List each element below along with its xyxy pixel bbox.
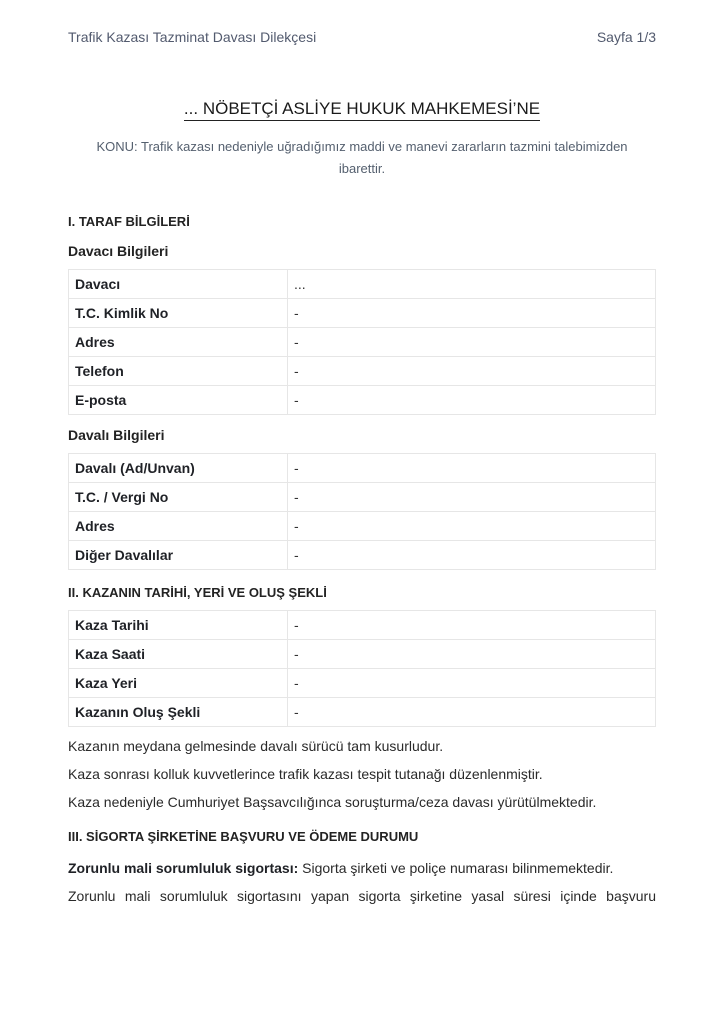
table-row: [69, 698, 656, 727]
section-parties-title: I. TARAF BİLGİLERİ: [68, 214, 190, 229]
row-label: E-posta: [69, 386, 288, 415]
row-label: Kazanın Oluş Şekli: [69, 698, 288, 727]
row-value: -: [288, 328, 656, 357]
paragraph: Kazanın meydana gelmesinde davalı sürücü tam kusurludur.: [68, 738, 444, 754]
court-title: [68, 98, 656, 120]
row-value: -: [288, 357, 656, 386]
plaintiff-info-table: [68, 269, 656, 415]
accident-info-table: [68, 610, 656, 727]
table-row: [69, 386, 656, 415]
page-header: [68, 0, 656, 76]
defendant-info-title: Davalı Bilgileri: [68, 427, 165, 443]
row-label: Kaza Saati: [69, 640, 288, 669]
row-value: -: [288, 541, 656, 570]
paragraph: Kaza nedeniyle Cumhuriyet Başsavcılığınca soruşturma/ceza davası yürütülmektedir.: [68, 794, 597, 810]
row-value: -: [288, 483, 656, 512]
table-row: [69, 328, 656, 357]
row-label: Adres: [69, 512, 288, 541]
insurance-line: [68, 854, 656, 882]
section-insurance-title: III. SİGORTA ŞİRKETİNE BAŞVURU VE ÖDEME DURUMU: [68, 829, 419, 844]
table-row: [69, 357, 656, 386]
row-value: -: [288, 454, 656, 483]
page-number: Sayfa 1/3: [596, 29, 656, 45]
table-row: [69, 512, 656, 541]
table-row: [69, 541, 656, 570]
table-row: [69, 611, 656, 640]
document-page: [68, 0, 656, 910]
row-label: Telefon: [69, 357, 288, 386]
paragraph: Kaza sonrası kolluk kuvvetlerince trafik kazası tespit tutanağı düzenlenmiştir.: [68, 766, 543, 782]
document-title: Trafik Kazası Tazminat Davası Dilekçesi: [68, 29, 317, 45]
row-label: T.C. Kimlik No: [69, 299, 288, 328]
row-value: -: [288, 698, 656, 727]
row-value: -: [288, 669, 656, 698]
table-row: [69, 669, 656, 698]
row-value: -: [288, 640, 656, 669]
row-label: T.C. / Vergi No: [69, 483, 288, 512]
row-value: -: [288, 512, 656, 541]
row-label: Adres: [69, 328, 288, 357]
row-label: Diğer Davalılar: [69, 541, 288, 570]
row-label: Kaza Yeri: [69, 669, 288, 698]
paragraph: Zorunlu mali sorumluluk sigortasını yapan sigorta şirketine yasal süresi içinde başvuru: [68, 888, 656, 904]
insurance-text: Sigorta şirketi ve poliçe numarası bilinmemektedir.: [298, 860, 614, 876]
table-row: [69, 299, 656, 328]
row-value: -: [288, 386, 656, 415]
court-title-text: ... NÖBETÇİ ASLİYE HUKUK MAHKEMESİ’NE: [184, 99, 540, 121]
subject-line: KONU: Trafik kazası nedeniyle uğradığımız maddi ve manevi zararların tazmini talebimizden ibarettir.: [96, 139, 628, 176]
table-row: [69, 454, 656, 483]
row-value: -: [288, 299, 656, 328]
row-value: -: [288, 611, 656, 640]
row-label: Kaza Tarihi: [69, 611, 288, 640]
row-value: ...: [288, 270, 656, 299]
section-accident-title: II. KAZANIN TARİHİ, YERİ VE OLUŞ ŞEKLİ: [68, 585, 327, 600]
row-label: Davacı: [69, 270, 288, 299]
accident-paragraphs: [68, 732, 656, 816]
defendant-info-table: [68, 453, 656, 570]
insurance-label: Zorunlu mali sorumluluk sigortası:: [68, 860, 299, 876]
row-label: Davalı (Ad/Unvan): [69, 454, 288, 483]
plaintiff-info-title: Davacı Bilgileri: [68, 243, 169, 259]
table-row: [69, 270, 656, 299]
table-row: [69, 640, 656, 669]
table-row: [69, 483, 656, 512]
